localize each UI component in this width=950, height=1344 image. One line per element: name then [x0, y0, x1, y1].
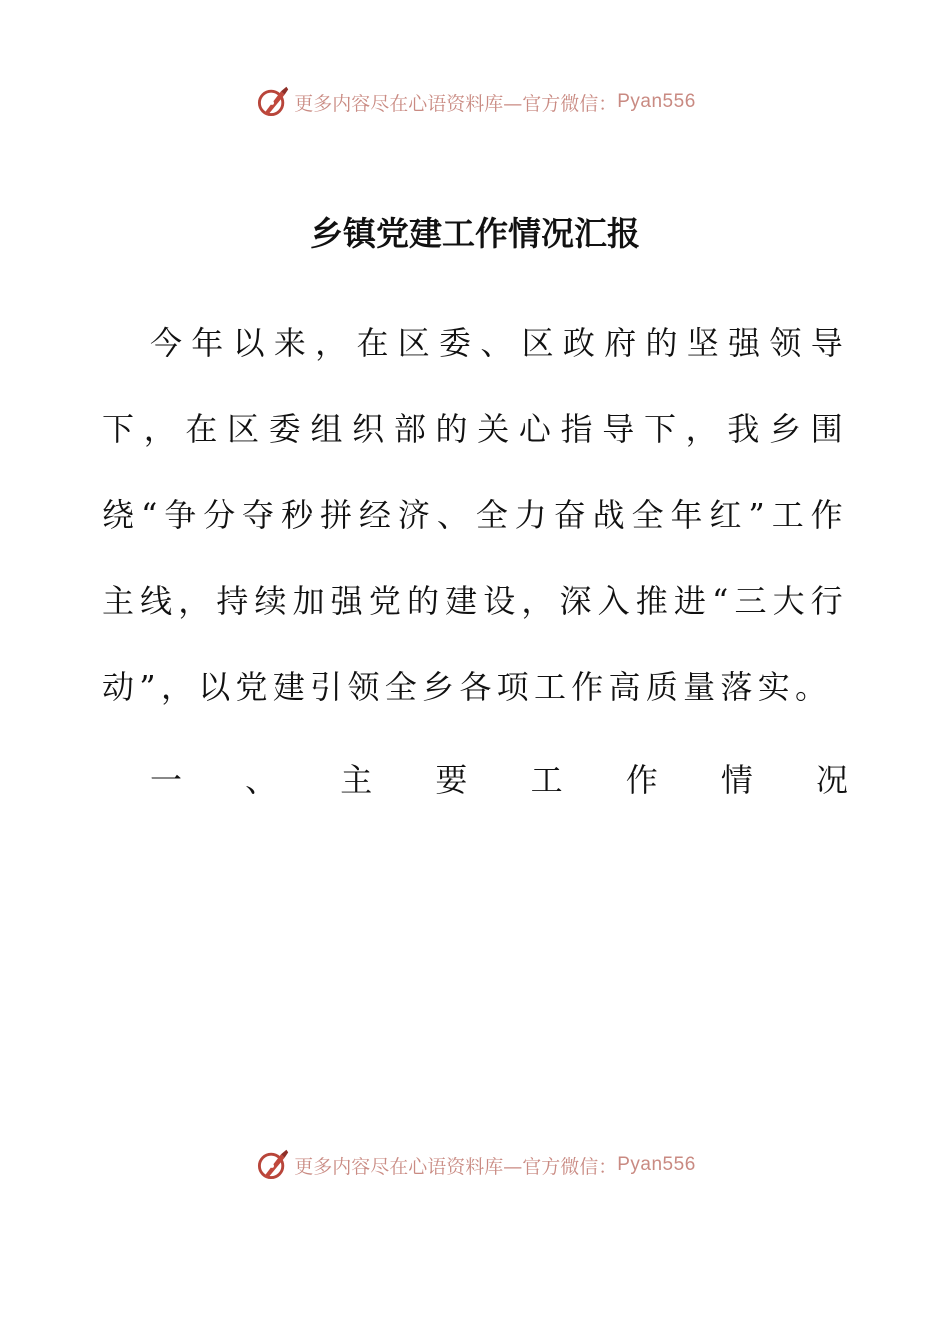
- footer-watermark: [0, 1145, 950, 1185]
- heading-char: 要: [435, 761, 468, 799]
- body-paragraph: 今年以来，在区委、区政府的坚强领导下，在区委组织部的关心指导下，我乡围绕“争分夺秒拼经济、全力奋战全年红”工作主线，持续加强党的建设，深入推进“三大行动”，以党建引领全乡各项工作高质量落实。: [102, 324, 848, 706]
- heading-char: 工: [530, 761, 563, 799]
- document-title: 乡镇党建工作情况汇报: [310, 214, 640, 253]
- heading-char: 情: [720, 761, 753, 799]
- heading-char: 、: [245, 761, 278, 799]
- pen-nib-circle-icon: [254, 1147, 290, 1183]
- heading-char: 主: [340, 761, 373, 799]
- section-heading: [150, 735, 848, 821]
- watermark-text: 更多内容尽在心语资料库—官方微信：: [294, 1155, 618, 1178]
- heading-char: 况: [815, 761, 848, 799]
- watermark-text: 更多内容尽在心语资料库—官方微信：: [294, 92, 618, 115]
- header-watermark: [0, 82, 950, 122]
- heading-char: 一: [150, 761, 183, 799]
- watermark-wechat-id: Pyan556: [617, 91, 696, 112]
- heading-char: 作: [625, 761, 658, 799]
- watermark-wechat-id: Pyan556: [617, 1154, 696, 1175]
- pen-nib-circle-icon: [254, 84, 290, 120]
